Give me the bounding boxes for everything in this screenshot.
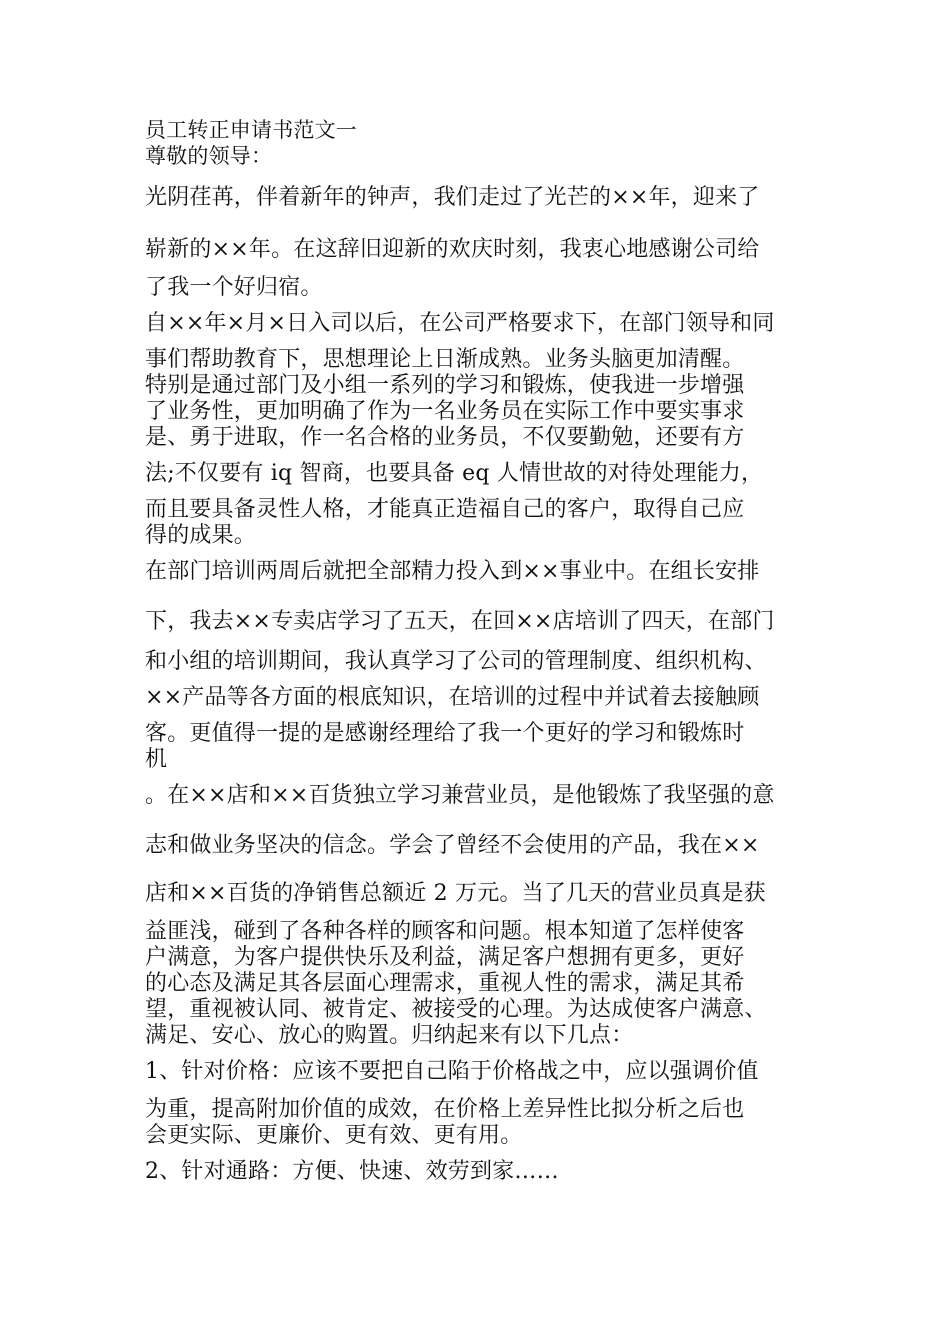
body-line: 店和××百货的净销售总额近 2 万元。当了几天的营业员真是获: [145, 881, 766, 906]
body-line: 自××年×月×日入司以后，在公司严格要求下，在部门领导和同: [145, 311, 775, 336]
body-line: 在部门培训两周后就把全部精力投入到××事业中。在组长安排: [145, 559, 760, 584]
body-line: 客。更值得一提的是感谢经理给了我一个更好的学习和锻炼时: [145, 721, 745, 746]
body-line: 特别是通过部门及小组一系列的学习和锻炼，使我进一步增强: [145, 373, 745, 398]
body-line: 光阴荏苒，伴着新年的钟声，我们走过了光芒的××年，迎来了: [145, 185, 760, 210]
body-line: 1、针对价格：应该不要把自己陷于价格战之中，应以强调价值: [145, 1059, 759, 1084]
body-line: 法;不仅要有 iq 智商，也要具备 eq 人情世故的对待处理能力，: [145, 461, 764, 486]
salutation: 尊敬的领导：: [145, 144, 273, 168]
body-line: 志和做业务坚决的信念。学会了曾经不会使用的产品，我在××: [145, 833, 760, 858]
body-line: 。在××店和××百货独立学习兼营业员，是他锻炼了我坚强的意: [145, 783, 775, 808]
body-line: 下，我去××专卖店学习了五天，在回××店培训了四天，在部门: [145, 609, 775, 634]
body-line: 机: [145, 747, 168, 772]
body-line: 满足、安心、放心的购置。归纳起来有以下几点：: [145, 1023, 634, 1048]
document-title: 员工转正申请书范文一: [145, 118, 357, 142]
body-line: ××产品等各方面的根底知识，在培训的过程中并试着去接触顾: [145, 685, 760, 710]
body-line: 是、勇于进取，作一名合格的业务员，不仅要勤勉，还要有方: [145, 425, 745, 450]
body-line: 为重，提高附加价值的成效，在价格上差异性比拟分析之后也: [145, 1097, 745, 1122]
body-line: 而且要具备灵性人格，才能真正造福自己的客户，取得自己应: [145, 497, 745, 522]
body-line: 望，重视被认同、被肯定、被接受的心理。为达成使客户满意、: [145, 997, 767, 1022]
body-line: 崭新的××年。在这辞旧迎新的欢庆时刻，我衷心地感谢公司给: [145, 237, 760, 262]
body-line: 2、针对通路：方便、快速、效劳到家……: [145, 1159, 559, 1184]
body-line: 会更实际、更廉价、更有效、更有用。: [145, 1123, 523, 1148]
body-line: 了业务性，更加明确了作为一名业务员在实际工作中要实事求: [145, 399, 745, 424]
body-line: 的心态及满足其各层面心理需求，重视人性的需求，满足其希: [145, 971, 745, 996]
body-line: 了我一个好归宿。: [145, 275, 323, 300]
body-line: 和小组的培训期间，我认真学习了公司的管理制度、组织机构、: [145, 649, 767, 674]
body-line: 事们帮助教育下，思想理论上日渐成熟。业务头脑更加清醒。: [145, 347, 745, 372]
body-line: 益匪浅，碰到了各种各样的顾客和问题。根本知道了怎样使客: [145, 919, 745, 944]
body-line: 得的成果。: [145, 523, 257, 548]
body-line: 户满意，为客户提供快乐及利益，满足客户想拥有更多，更好: [145, 945, 745, 970]
